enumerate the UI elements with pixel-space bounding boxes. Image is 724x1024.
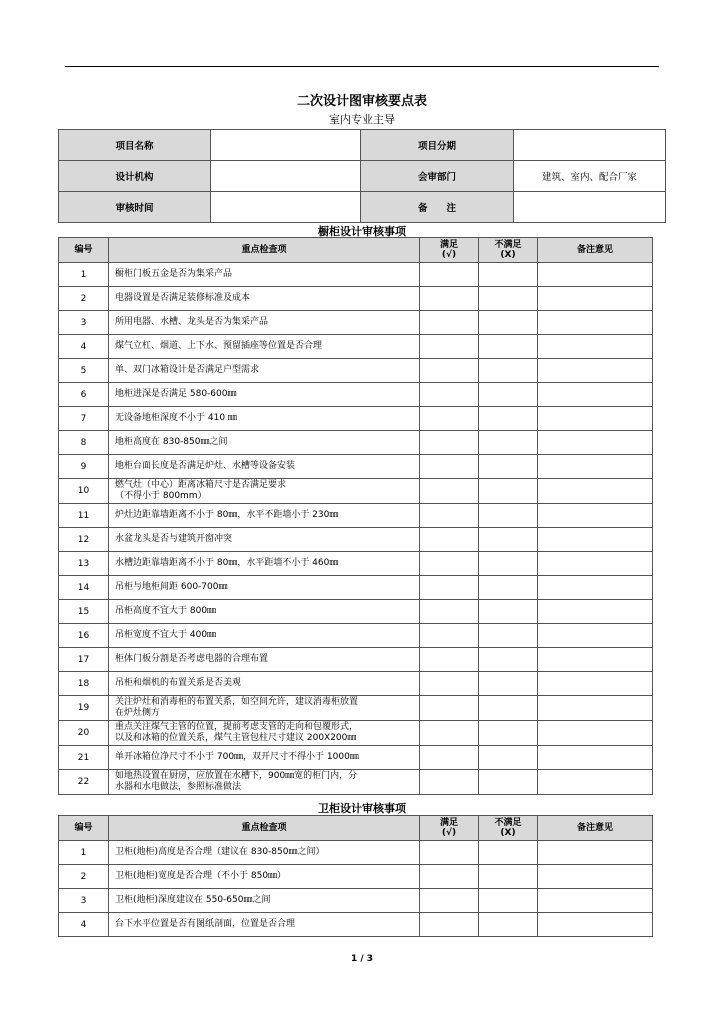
remark-cell[interactable] xyxy=(538,648,653,672)
check-item xyxy=(109,359,420,383)
not-ok-cell[interactable] xyxy=(479,746,538,770)
check-item xyxy=(109,865,420,889)
check-item xyxy=(109,552,420,576)
not-ok-cell[interactable] xyxy=(479,479,538,504)
ok-cell[interactable] xyxy=(420,455,479,479)
check-item xyxy=(109,383,420,407)
check-item xyxy=(109,600,420,624)
check-item-line1: 所用电器、水槽、龙头是否为集采产品 xyxy=(115,317,269,327)
ok-cell[interactable] xyxy=(420,576,479,600)
table-row xyxy=(59,479,653,504)
table-row xyxy=(59,504,653,528)
header-item: 重点检查项 xyxy=(109,238,420,263)
header-remark: 备注意见 xyxy=(538,238,653,263)
table-row xyxy=(59,335,653,359)
check-item-line1: 地柜台面长度是否满足炉灶、水槽等设备安装 xyxy=(115,461,296,471)
check-item xyxy=(109,770,420,795)
table-row xyxy=(59,746,653,770)
not-ok-cell[interactable] xyxy=(479,552,538,576)
remark-cell[interactable] xyxy=(538,600,653,624)
table-row xyxy=(59,648,653,672)
remark-cell[interactable] xyxy=(538,576,653,600)
check-item xyxy=(109,455,420,479)
not-ok-cell[interactable] xyxy=(479,865,538,889)
remark-cell[interactable] xyxy=(538,287,653,311)
check-item-line1: 燃气灶（中心）距离冰箱尺寸是否满足要求 xyxy=(115,480,287,490)
header-ok-line1: 满足 xyxy=(439,818,458,828)
row-number: 8 xyxy=(59,431,109,455)
not-ok-cell[interactable] xyxy=(479,770,538,795)
not-ok-cell[interactable] xyxy=(479,672,538,696)
remark-cell[interactable] xyxy=(538,455,653,479)
check-item-line1: 吊柜和烟机的布置关系是否美观 xyxy=(115,678,242,688)
row-number: 7 xyxy=(59,407,109,431)
row-number: 11 xyxy=(59,504,109,528)
ok-cell[interactable] xyxy=(420,504,479,528)
review-time-field[interactable] xyxy=(211,192,361,223)
not-ok-cell[interactable] xyxy=(479,696,538,721)
row-number: 6 xyxy=(59,383,109,407)
table-row xyxy=(59,359,653,383)
check-item xyxy=(109,311,420,335)
header-notok-line1: 不满足 xyxy=(494,818,522,828)
design-org-label: 设计机构 xyxy=(59,161,211,192)
remark-cell[interactable] xyxy=(538,721,653,746)
remark-cell[interactable] xyxy=(538,913,653,937)
check-item xyxy=(109,263,420,287)
table-row xyxy=(59,770,653,795)
not-ok-cell[interactable] xyxy=(479,335,538,359)
row-number: 3 xyxy=(59,889,109,913)
check-item xyxy=(109,287,420,311)
ok-cell[interactable] xyxy=(420,624,479,648)
check-item-line2: （不得小于 800mm） xyxy=(115,491,207,501)
header-ok-line1: 满足 xyxy=(439,240,458,250)
ok-cell[interactable] xyxy=(420,528,479,552)
header-item: 重点检查项 xyxy=(109,816,420,841)
project-phase-label: 项目分期 xyxy=(361,130,514,161)
document-title: 二次设计图审核要点表 xyxy=(296,94,427,109)
check-item xyxy=(109,624,420,648)
row-number: 1 xyxy=(59,841,109,865)
remark-cell[interactable] xyxy=(538,528,653,552)
row-number: 10 xyxy=(59,479,109,504)
not-ok-cell[interactable] xyxy=(479,263,538,287)
remark-cell[interactable] xyxy=(538,770,653,795)
header-notok-line2: (X) xyxy=(500,250,516,260)
check-item-line1: 单开冰箱位净尺寸不小于 700㎜，双开尺寸不得小于 1000㎜ xyxy=(115,752,359,762)
check-item-line2: 以及和冰箱的位置关系，煤气主管包柱尺寸建议 200X200㎜ xyxy=(115,733,357,743)
row-number: 4 xyxy=(59,335,109,359)
ok-cell[interactable] xyxy=(420,889,479,913)
remark-cell[interactable] xyxy=(538,504,653,528)
check-item-line1: 水槽边距靠墙距离不小于 80㎜，水平距墙不小于 460㎜ xyxy=(115,558,339,568)
ok-cell[interactable] xyxy=(420,311,479,335)
not-ok-cell[interactable] xyxy=(479,359,538,383)
ok-cell[interactable] xyxy=(420,865,479,889)
row-number: 21 xyxy=(59,746,109,770)
remark-cell[interactable] xyxy=(538,335,653,359)
project-phase-field[interactable] xyxy=(514,130,666,161)
table-row xyxy=(59,841,653,865)
bath-checklist-table xyxy=(58,815,653,937)
header-ok-line2: (√) xyxy=(441,828,457,838)
ok-cell[interactable] xyxy=(420,672,479,696)
not-ok-cell[interactable] xyxy=(479,721,538,746)
ok-cell[interactable] xyxy=(420,335,479,359)
row-number: 3 xyxy=(59,311,109,335)
ok-cell[interactable] xyxy=(420,287,479,311)
check-item-line1: 吊柜宽度不宜大于 400㎜ xyxy=(115,630,217,640)
table-row xyxy=(59,672,653,696)
remark-cell[interactable] xyxy=(538,624,653,648)
review-dept-label: 会审部门 xyxy=(361,161,514,192)
not-ok-cell[interactable] xyxy=(479,504,538,528)
check-item-line1: 如地热设置在厨房，应放置在水槽下，900㎜宽的柜门内，分 xyxy=(115,771,358,781)
ok-cell[interactable] xyxy=(420,359,479,383)
ok-cell[interactable] xyxy=(420,552,479,576)
not-ok-cell[interactable] xyxy=(479,841,538,865)
check-item xyxy=(109,648,420,672)
remark-cell[interactable] xyxy=(538,841,653,865)
review-time-label: 审核时间 xyxy=(59,192,211,223)
header-ok xyxy=(420,816,479,841)
table-row xyxy=(59,431,653,455)
header-ok-line2: (√) xyxy=(441,250,457,260)
check-item-line1: 煤气立杠、烟道、上下水、预留插座等位置是否合理 xyxy=(115,341,323,351)
remark-cell[interactable] xyxy=(538,383,653,407)
check-item-line1: 台下水平位置是否有图纸剖面，位置是否合理 xyxy=(115,919,296,929)
header-rule xyxy=(65,66,659,67)
not-ok-cell[interactable] xyxy=(479,600,538,624)
not-ok-cell[interactable] xyxy=(479,431,538,455)
row-number: 15 xyxy=(59,600,109,624)
check-item-line1: 柜体门板分割是否考虑电器的合理布置 xyxy=(115,654,269,664)
check-item-line1: 炉灶边距靠墙距离不小于 80㎜，水平不距墙小于 230㎜ xyxy=(115,510,339,520)
check-item xyxy=(109,335,420,359)
ok-cell[interactable] xyxy=(420,721,479,746)
remark-cell[interactable] xyxy=(538,552,653,576)
table-header-row xyxy=(59,816,653,841)
project-info-table xyxy=(58,129,666,223)
ok-cell[interactable] xyxy=(420,913,479,937)
table-row xyxy=(59,576,653,600)
header-no: 编号 xyxy=(59,816,109,841)
cabinet-checklist-table xyxy=(58,237,653,795)
table-row xyxy=(59,383,653,407)
ok-cell[interactable] xyxy=(420,770,479,795)
review-dept-field[interactable]: 建筑、室内、配合厂家 xyxy=(514,161,666,192)
remark-cell[interactable] xyxy=(538,672,653,696)
remark-cell[interactable] xyxy=(538,696,653,721)
row-number: 13 xyxy=(59,552,109,576)
project-name-label: 项目名称 xyxy=(59,130,211,161)
check-item xyxy=(109,746,420,770)
remark-label: 备 注 xyxy=(361,192,514,223)
not-ok-cell[interactable] xyxy=(479,407,538,431)
check-item xyxy=(109,479,420,504)
header-ok xyxy=(420,238,479,263)
check-item xyxy=(109,504,420,528)
ok-cell[interactable] xyxy=(420,648,479,672)
check-item xyxy=(109,889,420,913)
cabinet-section-title: 橱柜设计审核事项 xyxy=(318,225,406,238)
check-item xyxy=(109,696,420,721)
header-notok xyxy=(479,816,538,841)
check-item-line1: 卫柜(地柜)高度是否合理（建议在 830-850㎜之间） xyxy=(115,847,325,857)
document-subtitle: 室内专业主导 xyxy=(329,113,395,126)
remark-cell[interactable] xyxy=(538,311,653,335)
check-item-line1: 地柜高度在 830-850㎜之间 xyxy=(115,437,228,447)
check-item xyxy=(109,672,420,696)
check-item xyxy=(109,576,420,600)
remark-field[interactable] xyxy=(514,192,666,223)
row-number: 12 xyxy=(59,528,109,552)
check-item-line1: 单、双门冰箱设计是否满足户型需求 xyxy=(115,365,260,375)
table-row xyxy=(59,263,653,287)
not-ok-cell[interactable] xyxy=(479,528,538,552)
table-header-row xyxy=(59,238,653,263)
ok-cell[interactable] xyxy=(420,383,479,407)
check-item-line1: 重点关注煤气主管的位置，提前考虑支管的走向和包覆形式， xyxy=(115,722,359,732)
table-row xyxy=(59,865,653,889)
check-item-line1: 关注炉灶和消毒柜的布置关系，如空间允许，建议消毒柜放置 xyxy=(115,697,359,707)
check-item-line1: 卫柜(地柜)宽度是否合理（不小于 850㎜） xyxy=(115,871,287,881)
header-notok xyxy=(479,238,538,263)
not-ok-cell[interactable] xyxy=(479,648,538,672)
table-row xyxy=(59,311,653,335)
check-item-line1: 水盆龙头是否与建筑开窗冲突 xyxy=(115,534,233,544)
table-row xyxy=(59,455,653,479)
row-number: 20 xyxy=(59,721,109,746)
remark-cell[interactable] xyxy=(538,431,653,455)
row-number: 1 xyxy=(59,263,109,287)
table-row xyxy=(59,287,653,311)
ok-cell[interactable] xyxy=(420,431,479,455)
check-item-line2: 在炉灶侧方 xyxy=(115,708,161,718)
ok-cell[interactable] xyxy=(420,479,479,504)
row-number: 9 xyxy=(59,455,109,479)
table-row xyxy=(59,721,653,746)
header-notok-line1: 不满足 xyxy=(494,240,522,250)
check-item xyxy=(109,913,420,937)
row-number: 16 xyxy=(59,624,109,648)
table-row xyxy=(59,913,653,937)
not-ok-cell[interactable] xyxy=(479,311,538,335)
table-row xyxy=(59,528,653,552)
table-row xyxy=(59,889,653,913)
check-item-line1: 吊柜高度不宜大于 800㎜ xyxy=(115,606,217,616)
bath-section-title: 卫柜设计审核事项 xyxy=(318,802,406,815)
ok-cell[interactable] xyxy=(420,841,479,865)
not-ok-cell[interactable] xyxy=(479,889,538,913)
row-number: 14 xyxy=(59,576,109,600)
table-row xyxy=(59,624,653,648)
ok-cell[interactable] xyxy=(420,696,479,721)
header-notok-line2: (X) xyxy=(500,828,516,838)
ok-cell[interactable] xyxy=(420,407,479,431)
check-item-line1: 橱柜门板五金是否为集采产品 xyxy=(115,269,233,279)
project-name-field[interactable] xyxy=(211,130,361,161)
row-number: 19 xyxy=(59,696,109,721)
not-ok-cell[interactable] xyxy=(479,287,538,311)
check-item xyxy=(109,528,420,552)
not-ok-cell[interactable] xyxy=(479,455,538,479)
not-ok-cell[interactable] xyxy=(479,576,538,600)
design-org-field[interactable] xyxy=(211,161,361,192)
ok-cell[interactable] xyxy=(420,746,479,770)
ok-cell[interactable] xyxy=(420,600,479,624)
check-item-line1: 吊柜与地柜间距 600-700㎜ xyxy=(115,582,228,592)
row-number: 2 xyxy=(59,287,109,311)
table-row xyxy=(59,407,653,431)
header-no: 编号 xyxy=(59,238,109,263)
row-number: 18 xyxy=(59,672,109,696)
remark-cell[interactable] xyxy=(538,746,653,770)
header-remark: 备注意见 xyxy=(538,816,653,841)
table-row xyxy=(59,696,653,721)
check-item-line1: 无设备地柜深度不小于 410 ㎜ xyxy=(115,413,237,423)
row-number: 5 xyxy=(59,359,109,383)
check-item xyxy=(109,407,420,431)
remark-cell[interactable] xyxy=(538,889,653,913)
table-row xyxy=(59,600,653,624)
remark-cell[interactable] xyxy=(538,359,653,383)
not-ok-cell[interactable] xyxy=(479,913,538,937)
check-item-line1: 电器设置是否满足装修标准及成本 xyxy=(115,293,251,303)
remark-cell[interactable] xyxy=(538,263,653,287)
check-item-line2: 水器和水电做法，参照标准做法 xyxy=(115,782,242,792)
remark-cell[interactable] xyxy=(538,865,653,889)
table-row xyxy=(59,552,653,576)
check-item-line1: 地柜进深是否满足 580-600㎜ xyxy=(115,389,237,399)
check-item xyxy=(109,721,420,746)
check-item xyxy=(109,841,420,865)
remark-cell[interactable] xyxy=(538,479,653,504)
remark-cell[interactable] xyxy=(538,407,653,431)
check-item xyxy=(109,431,420,455)
row-number: 22 xyxy=(59,770,109,795)
not-ok-cell[interactable] xyxy=(479,624,538,648)
page-number: 1 / 3 xyxy=(350,954,374,964)
row-number: 17 xyxy=(59,648,109,672)
not-ok-cell[interactable] xyxy=(479,383,538,407)
row-number: 2 xyxy=(59,865,109,889)
ok-cell[interactable] xyxy=(420,263,479,287)
row-number: 4 xyxy=(59,913,109,937)
check-item-line1: 卫柜(地柜)深度建议在 550-650㎜之间 xyxy=(115,895,271,905)
